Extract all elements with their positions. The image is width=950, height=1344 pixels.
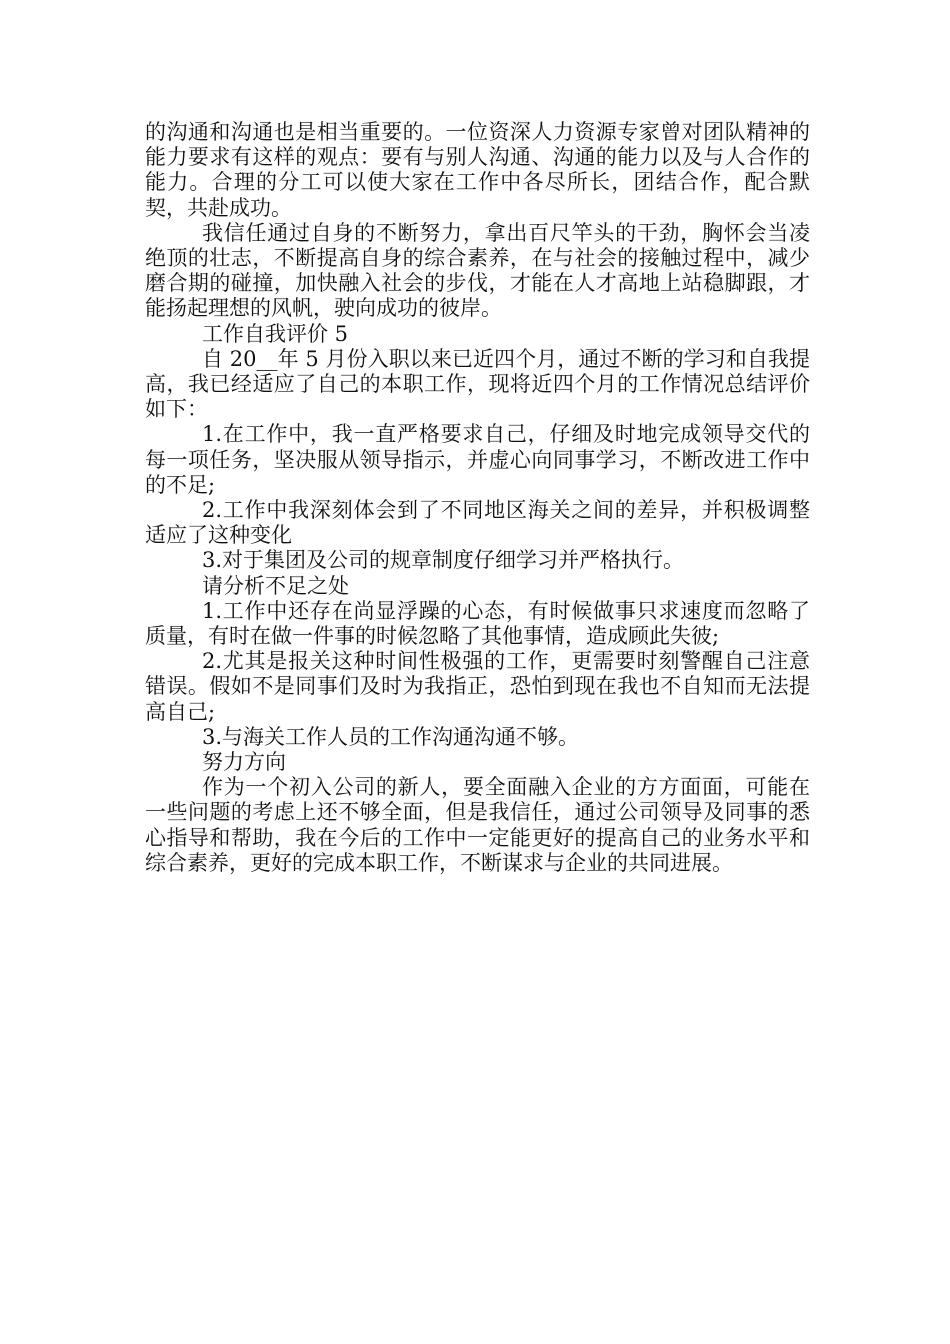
section-heading-self-evaluation-5: 工作自我评价 5 [202,321,349,346]
paragraph-teamwork-communication: 的沟通和沟通也是相当重要的。一位资深人力资源专家曾对团队精神的能力要求有这样的观点：要有与别人沟通、沟通的能力以及与人合作的能力。合理的分工可以使大家在工作中各尽所长，团结合作，配合默契，共赴成功。 [145,120,810,220]
list-item-shortcoming-3: 3.与海关工作人员的工作沟通沟通不够。 [202,724,580,749]
list-item-strength-3: 3.对于集团及公司的规章制度仔细学习并严格执行。 [202,548,685,573]
paragraph-since-joining: 自 20__年 5 月份入职以来已近四个月，通过不断的学习和自我提高，我已经适应了自己的本职工作，现将近四个月的工作情况总结评价如下： [145,346,810,422]
list-item-strength-2: 2.工作中我深刻体会到了不同地区海关之间的差异，并积极调整适应了这种变化 [145,498,810,548]
document-body [145,120,810,876]
section-heading-direction: 努力方向 [202,750,286,775]
list-item-shortcoming-1: 1.工作中还存在尚显浮躁的心态，有时候做事只求速度而忽略了质量，有时在做一件事的时候忽略了其他事情，造成顾此失彼; [145,598,810,649]
list-item-shortcoming-2: 2.尤其是报关这种时间性极强的工作，更需要时刻警醒自己注意错误。假如不是同事们及时为我指正，恐怕到现在我也不自知而无法提高自己; [145,649,810,724]
list-item-strength-1: 1.在工作中，我一直严格要求自己，仔细及时地完成领导交代的每一项任务，坚决服从领导指示，并虚心向同事学习，不断改进工作中的不足; [145,422,810,497]
paragraph-new-employee: 作为一个初入公司的新人，要全面融入企业的方方面面，可能在一些问题的考虑上还不够全面，但是我信任，通过公司领导及同事的悉心指导和帮助，我在今后的工作中一定能更好的提高自己的业务水平和综合素养，更好的完成本职工作，不断谋求与企业的共同进展。 [145,775,810,875]
paragraph-self-belief: 我信任通过自身的不断努力，拿出百尺竿头的干劲，胸怀会当凌绝顶的壮志，不断提高自身的综合素养，在与社会的接触过程中，减少磨合期的碰撞，加快融入社会的步伐，才能在人才高地上站稳脚跟，才能扬起理想的风帆，驶向成功的彼岸。 [145,220,810,321]
section-heading-shortcomings: 请分析不足之处 [202,573,349,598]
